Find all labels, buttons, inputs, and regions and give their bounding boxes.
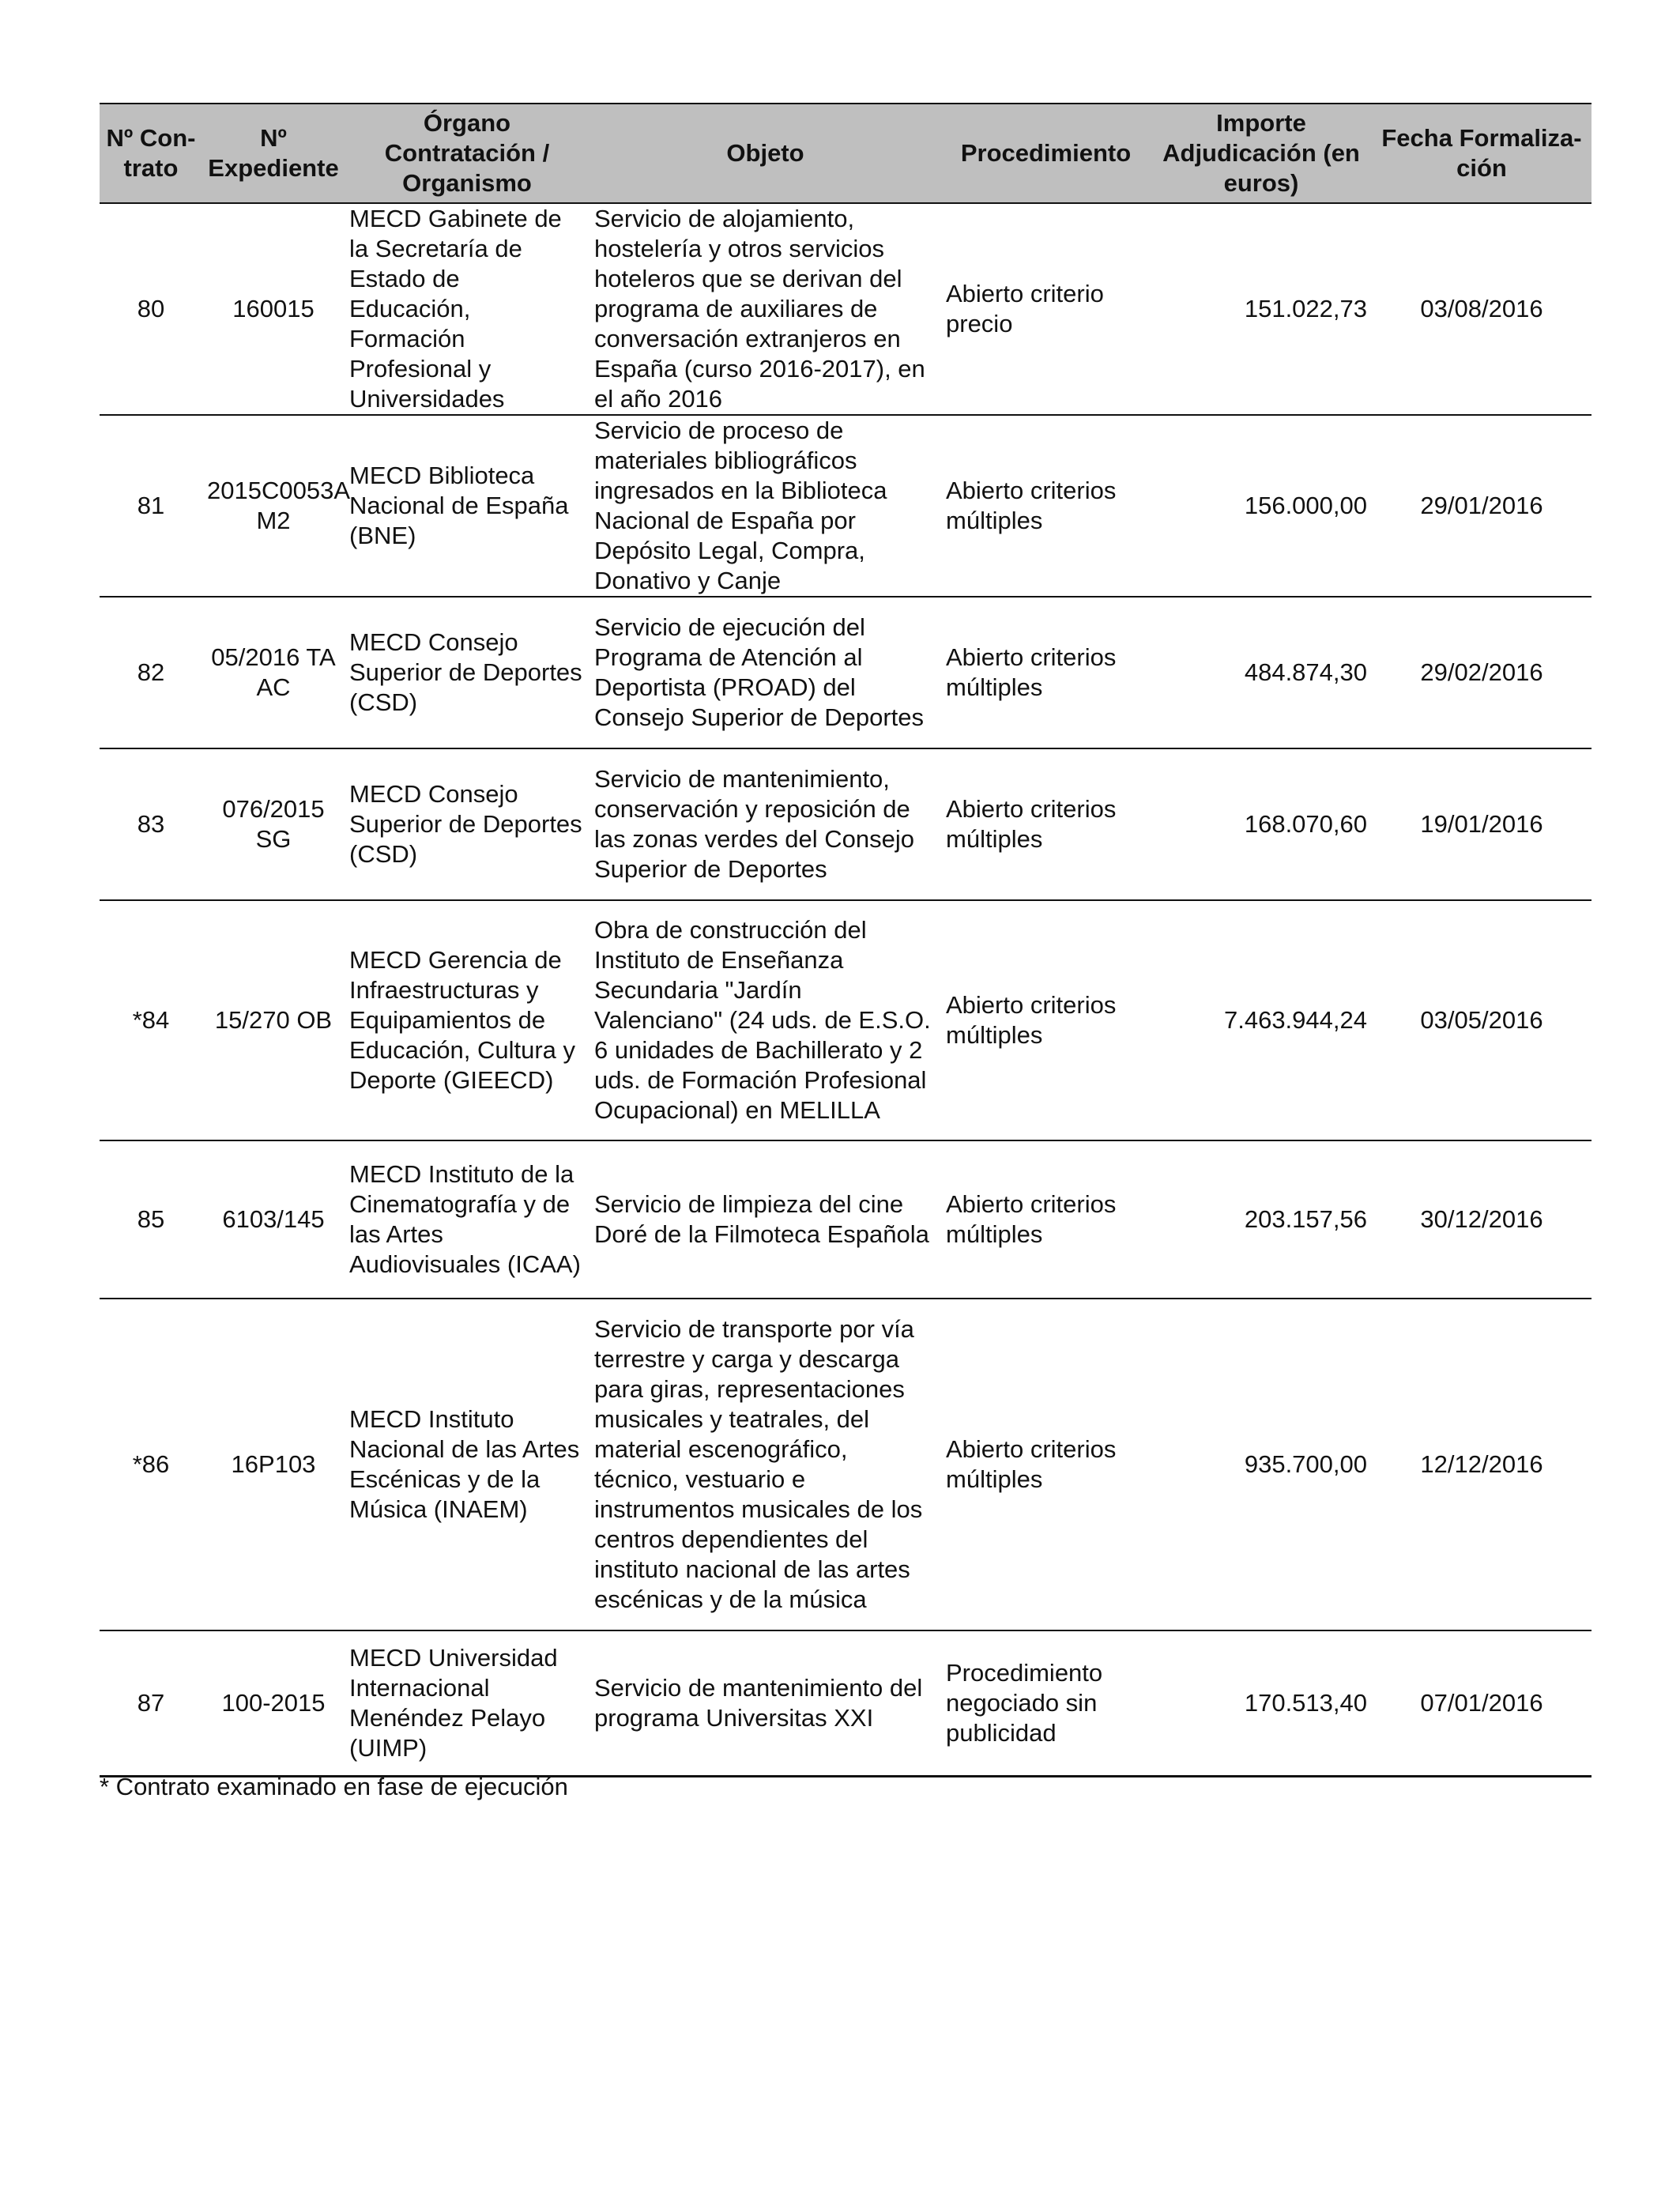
- cell-procedimiento: Abierto criterio precio: [941, 203, 1151, 415]
- cell-expediente: 2015C0053A M2: [202, 415, 345, 597]
- cell-expediente: 15/270 OB: [202, 900, 345, 1140]
- header-objeto: Objeto: [590, 104, 941, 203]
- cell-fecha: 12/12/2016: [1372, 1299, 1591, 1630]
- cell-organo: MECD Universidad Internacional Menéndez Pelayo (UIMP): [345, 1630, 590, 1776]
- cell-importe: 7.463.944,24: [1151, 900, 1372, 1140]
- table-row: [100, 1140, 1591, 1299]
- header-importe: Importe Adjudicación (en euros): [1151, 104, 1372, 203]
- cell-importe: 935.700,00: [1151, 1299, 1372, 1630]
- cell-num-contrato: 80: [100, 203, 202, 415]
- cell-num-contrato: 81: [100, 415, 202, 597]
- table-row: [100, 1299, 1591, 1630]
- cell-fecha: 03/05/2016: [1372, 900, 1591, 1140]
- cell-expediente: 16P103: [202, 1299, 345, 1630]
- cell-procedimiento: Procedimiento negociado sin publicidad: [941, 1630, 1151, 1776]
- cell-expediente: 6103/145: [202, 1140, 345, 1299]
- cell-objeto: Servicio de proceso de materiales bibliográficos ingresados en la Biblioteca Nacional de España por Depósito Legal, Compra, Donativo y Canje: [590, 415, 941, 597]
- cell-procedimiento: Abierto criterios múltiples: [941, 597, 1151, 748]
- cell-fecha: 03/08/2016: [1372, 203, 1591, 415]
- table-footnote: * Contrato examinado en fase de ejecución: [100, 1773, 568, 1800]
- table-row: [100, 203, 1591, 415]
- table-row: [100, 1630, 1591, 1776]
- cell-procedimiento: Abierto criterios múltiples: [941, 1140, 1151, 1299]
- cell-importe: 168.070,60: [1151, 748, 1372, 900]
- cell-objeto: Obra de construcción del Instituto de Enseñanza Secundaria "Jardín Valenciano" (24 uds. de E.S.O. 6 unidades de Bachillerato y 2 uds. de Formación Profesional Ocupacional) en MELILLA: [590, 900, 941, 1140]
- cell-expediente: 05/2016 TA AC: [202, 597, 345, 748]
- cell-organo: MECD Instituto de la Cinematografía y de las Artes Audiovisuales (ICAA): [345, 1140, 590, 1299]
- header-num-contrato: Nº Con- trato: [100, 104, 202, 203]
- cell-organo: MECD Gabinete de la Secretaría de Estado de Educación, Formación Profesional y Universidades: [345, 203, 590, 415]
- header-organo: Órgano Contratación / Organismo: [345, 104, 590, 203]
- cell-organo: MECD Biblioteca Nacional de España (BNE): [345, 415, 590, 597]
- header-num-expediente: Nº Expediente: [202, 104, 345, 203]
- cell-importe: 151.022,73: [1151, 203, 1372, 415]
- cell-organo: MECD Instituto Nacional de las Artes Escénicas y de la Música (INAEM): [345, 1299, 590, 1630]
- cell-importe: 156.000,00: [1151, 415, 1372, 597]
- cell-procedimiento: Abierto criterios múltiples: [941, 415, 1151, 597]
- table-row: [100, 900, 1591, 1140]
- table-row: [100, 748, 1591, 900]
- table-row: [100, 597, 1591, 748]
- cell-procedimiento: Abierto criterios múltiples: [941, 1299, 1151, 1630]
- table-header-row: [100, 104, 1591, 203]
- cell-expediente: 160015: [202, 203, 345, 415]
- cell-objeto: Servicio de mantenimiento, conservación y reposición de las zonas verdes del Consejo Superior de Deportes: [590, 748, 941, 900]
- cell-objeto: Servicio de ejecución del Programa de Atención al Deportista (PROAD) del Consejo Superior de Deportes: [590, 597, 941, 748]
- cell-fecha: 07/01/2016: [1372, 1630, 1591, 1776]
- cell-num-contrato: 83: [100, 748, 202, 900]
- cell-objeto: Servicio de transporte por vía terrestre y carga y descarga para giras, representaciones musicales y teatrales, del material escenográfico, técnico, vestuario e instrumentos musicales de los centros dependientes del instituto nacional de las artes escénicas y de la música: [590, 1299, 941, 1630]
- cell-objeto: Servicio de alojamiento, hostelería y otros servicios hoteleros que se derivan del programa de auxiliares de conversación extranjeros en España (curso 2016-2017), en el año 2016: [590, 203, 941, 415]
- cell-num-contrato: 82: [100, 597, 202, 748]
- contracts-table: [100, 103, 1591, 1777]
- cell-organo: MECD Consejo Superior de Deportes (CSD): [345, 748, 590, 900]
- header-fecha: Fecha Formaliza- ción: [1372, 104, 1591, 203]
- cell-fecha: 19/01/2016: [1372, 748, 1591, 900]
- cell-objeto: Servicio de limpieza del cine Doré de la Filmoteca Española: [590, 1140, 941, 1299]
- cell-fecha: 30/12/2016: [1372, 1140, 1591, 1299]
- cell-fecha: 29/01/2016: [1372, 415, 1591, 597]
- header-procedimiento: Procedimiento: [941, 104, 1151, 203]
- table-row: [100, 415, 1591, 597]
- cell-importe: 484.874,30: [1151, 597, 1372, 748]
- cell-objeto: Servicio de mantenimiento del programa Universitas XXI: [590, 1630, 941, 1776]
- cell-organo: MECD Consejo Superior de Deportes (CSD): [345, 597, 590, 748]
- cell-organo: MECD Gerencia de Infraestructuras y Equipamientos de Educación, Cultura y Deporte (GIEECD): [345, 900, 590, 1140]
- cell-num-contrato: 85: [100, 1140, 202, 1299]
- cell-importe: 170.513,40: [1151, 1630, 1372, 1776]
- cell-procedimiento: Abierto criterios múltiples: [941, 900, 1151, 1140]
- cell-expediente: 076/2015 SG: [202, 748, 345, 900]
- cell-num-contrato: *84: [100, 900, 202, 1140]
- cell-fecha: 29/02/2016: [1372, 597, 1591, 748]
- cell-num-contrato: 87: [100, 1630, 202, 1776]
- cell-importe: 203.157,56: [1151, 1140, 1372, 1299]
- cell-procedimiento: Abierto criterios múltiples: [941, 748, 1151, 900]
- cell-expediente: 100-2015: [202, 1630, 345, 1776]
- cell-num-contrato: *86: [100, 1299, 202, 1630]
